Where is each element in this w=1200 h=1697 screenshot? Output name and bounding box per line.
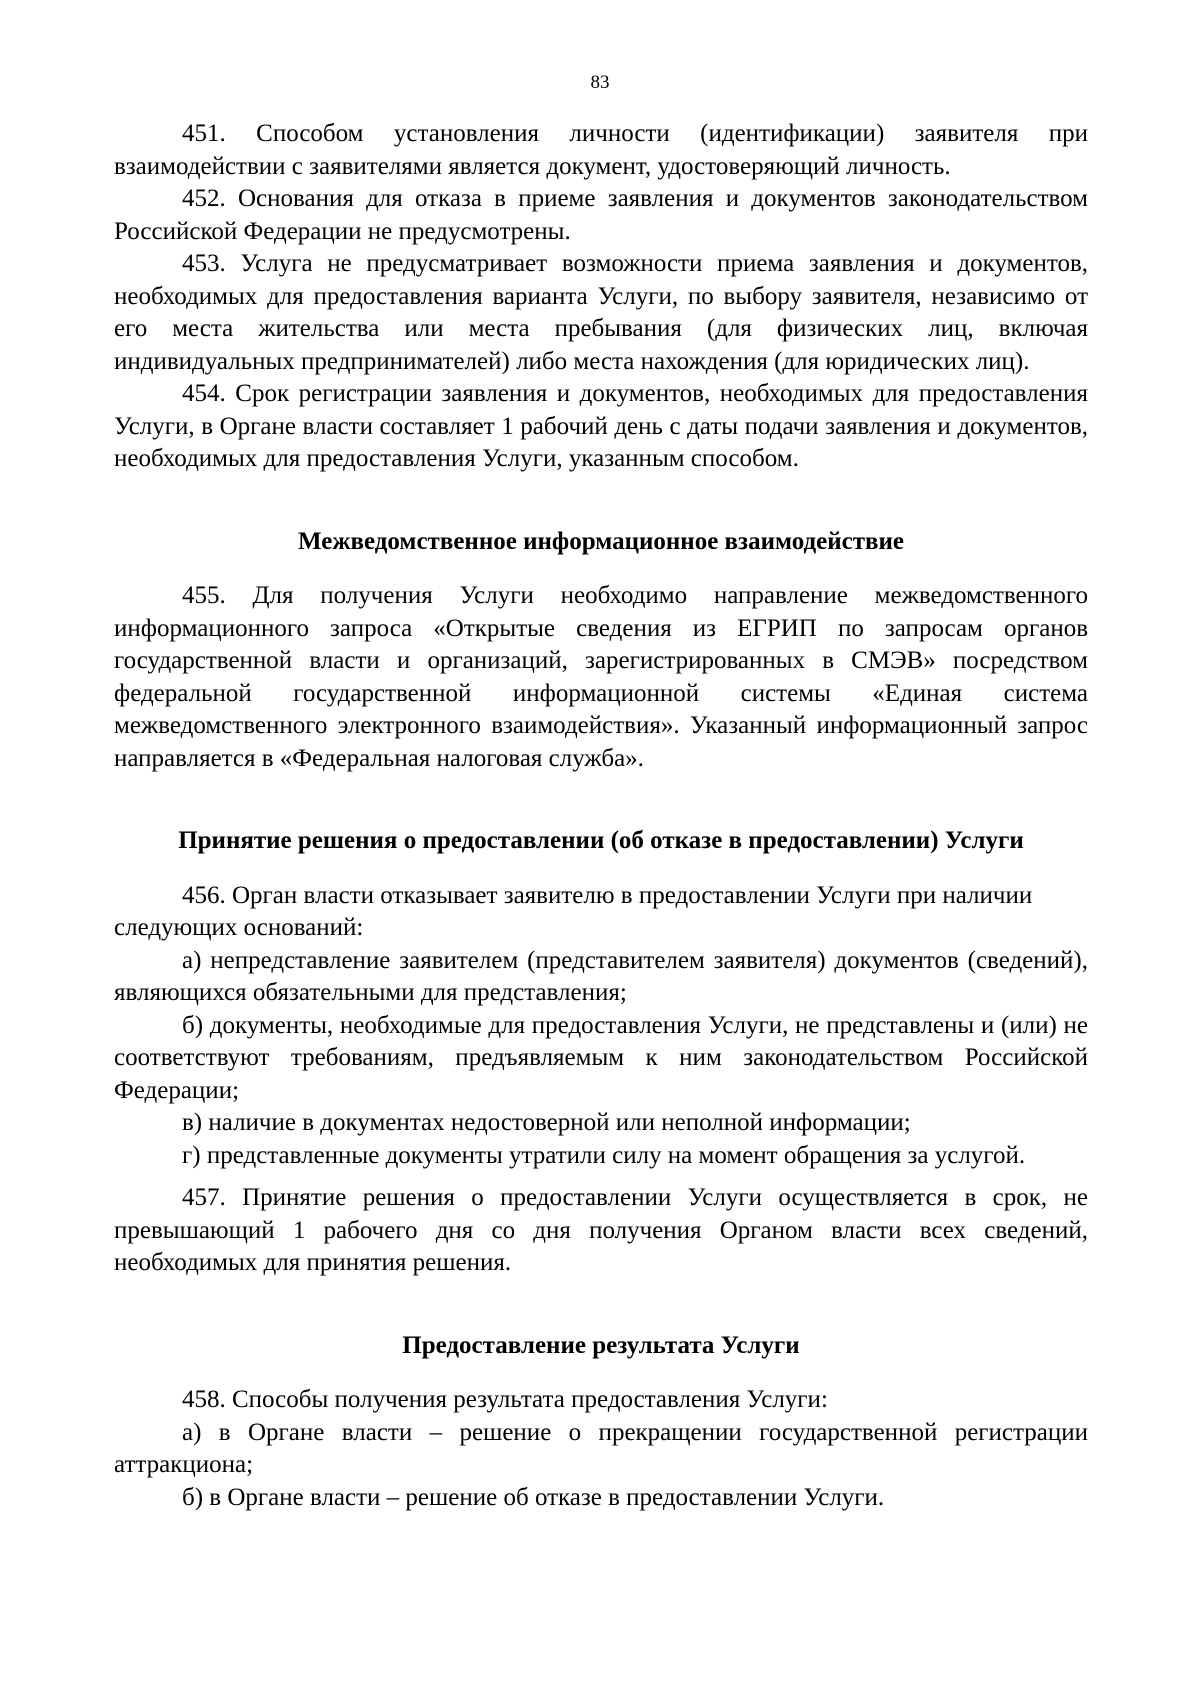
paragraph-456-text: 456. Орган власти отказывает заявителю в предоставлении Услуги при наличии <box>182 881 1033 909</box>
paragraph-453: 453. Услуга не предусматривает возможности приема заявления и документов, необходимых для предоставления варианта Услуги, по выбору заявителя, независимо от его места жительства или места пребывания (для физических лиц, включая индивидуальных предпринимателей) либо места нахождения (для юридических лиц). <box>114 250 1088 375</box>
paragraph-458: 458. Способы получения результата предоставления Услуги: <box>182 1386 828 1413</box>
paragraph-455: 455. Для получения Услуги необходимо направление межведомственного информационного запроса «Открытые сведения из ЕГРИП по запросам органов государственной власти и организаций, зарегистрированных в СМЭВ» посредством федеральной государственной информационной системы «Единая система межведомственного электронного взаимодействия». Указанный информационный запрос направляется в «Федеральная налоговая служба». <box>114 582 1088 772</box>
paragraph-454: 454. Срок регистрации заявления и документов, необходимых для предоставления Услуги, в Органе власти составляет 1 рабочий день с даты подачи заявления и документов, необходимых для предоставления Услуги, указанным способом. <box>114 380 1088 472</box>
paragraph-457: 457. Принятие решения о предоставлении Услуги осуществляется в срок, не превышающий 1 рабочего дня со дня получения Органом власти всех сведений, необходимых для принятия решения. <box>114 1184 1088 1276</box>
paragraph-451: 451. Способом установления личности (идентификации) заявителя при взаимодействии с заявителями является документ, удостоверяющий личность. <box>114 120 1088 180</box>
paragraph-452: 452. Основания для отказа в приеме заявления и документов законодательством Российской Федерации не предусмотрены. <box>114 185 1088 245</box>
page-number: 83 <box>590 72 610 93</box>
document-body <box>114 118 1088 1514</box>
list-item-a: а) непредставление заявителем (представителем заявителя) документов (сведений), являющихся обязательными для представления; <box>114 946 1088 1006</box>
result-item-a: а) в Органе власти – решение о прекращении государственной регистрации аттракциона; <box>114 1418 1088 1478</box>
result-item-b: б) в Органе власти – решение об отказе в предоставлении Услуги. <box>182 1483 885 1511</box>
paragraph-456 <box>114 880 1088 913</box>
list-item-v: в) наличие в документах недостоверной или неполной информации; <box>182 1109 911 1136</box>
list-item-b: б) документы, необходимые для предоставления Услуги, не представлены и (или) не соответствуют требованиям, предъявляемым к ним законодательством Российской Федерации; <box>114 1011 1088 1104</box>
heading-decision: Принятие решения о предоставлении (об отказе в предоставлении) Услуги <box>178 827 1024 854</box>
heading-result: Предоставление результата Услуги <box>402 1331 800 1359</box>
heading-interagency: Межведомственное информационное взаимодействие <box>298 527 904 555</box>
list-item-g: г) представленные документы утратили силу на момент обращения за услугой. <box>182 1141 1026 1169</box>
paragraph-456-continuation: следующих оснований: <box>114 914 364 941</box>
